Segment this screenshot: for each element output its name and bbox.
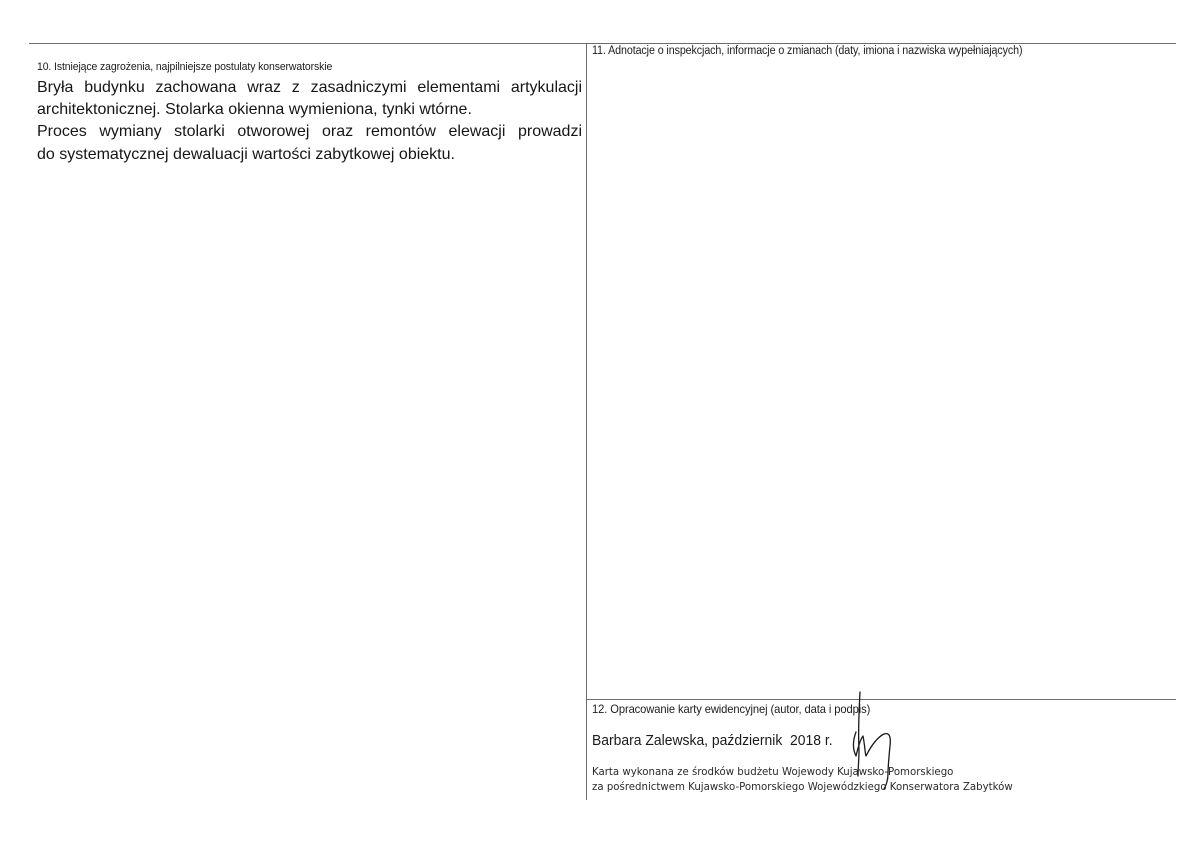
- section-10-line: do systematycznej dewaluacji wartości zabytkowej obiektu.: [37, 145, 455, 163]
- column-divider: [586, 43, 587, 800]
- funding-note: [592, 765, 1013, 795]
- author-and-date: Barbara Zalewska, październik 2018 r.: [592, 733, 833, 749]
- section-10-line: Bryła budynku zachowana wraz z zasadniczymi elementami artykulacji: [37, 79, 582, 96]
- section-11-heading: 11. Adnotacje o inspekcjach, informacje o zmianach (daty, imiona i nazwiska wypełniających): [592, 45, 1023, 57]
- section-10-line: architektonicznej. Stolarka okienna wymieniona, tynki wtórne.: [37, 101, 472, 119]
- top-border-rule: [29, 43, 1176, 44]
- section-10-body: [37, 77, 582, 166]
- section-10-line: Proces wymiany stolarki otworowej oraz remontów elewacji prowadzi: [37, 123, 582, 141]
- funding-line: za pośrednictwem Kujawsko-Pomorskiego Wojewódzkiego Konserwatora Zabytków: [592, 781, 1013, 793]
- section-10-heading: 10. Istniejące zagrożenia, najpilniejsze postulaty konserwatorskie: [37, 61, 333, 73]
- section-12-heading: 12. Opracowanie karty ewidencyjnej (autor, data i podpis): [592, 702, 871, 716]
- funding-line: Karta wykonana ze środków budżetu Wojewody Kujawsko-Pomorskiego: [592, 766, 954, 778]
